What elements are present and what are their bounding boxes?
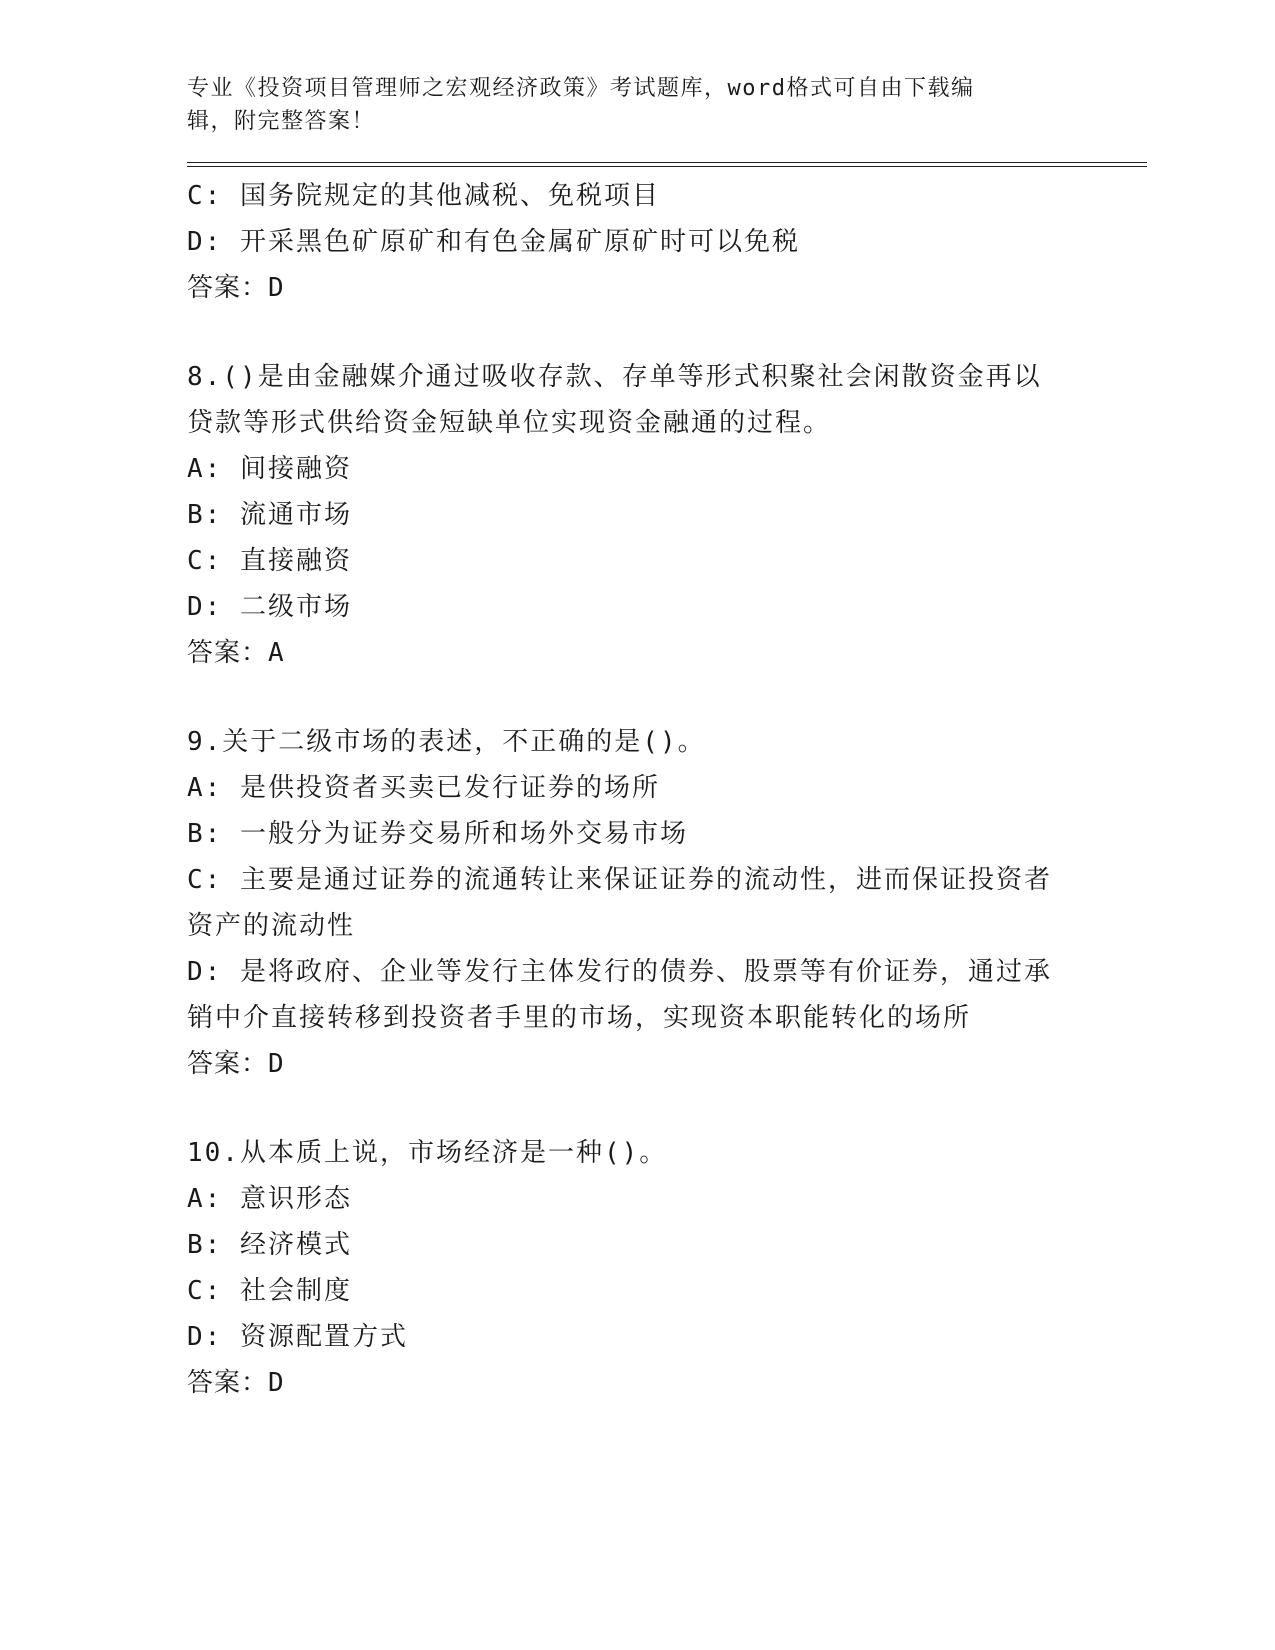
option-c: C: 国务院规定的其他减税、免税项目: [187, 181, 660, 211]
document-page: [187, 72, 1147, 1406]
option-a: A: 意识形态: [187, 1184, 352, 1214]
question-10: [187, 1130, 1147, 1406]
option-c: C: 直接融资: [187, 546, 352, 576]
question-7-continuation: [187, 173, 1147, 311]
header-divider: [187, 162, 1147, 167]
answer-label: 答案：: [187, 638, 269, 668]
question-content: [187, 173, 1147, 1406]
option-b: B: 经济模式: [187, 1230, 352, 1260]
option-c: C: 主要是通过证券的流通转让来保证证券的流动性，进而保证投资者资产的流动性: [187, 865, 1052, 941]
answer-line: [187, 630, 1147, 676]
question-9: [187, 719, 1147, 1087]
answer-line: [187, 1360, 1147, 1406]
option-a: A: 间接融资: [187, 454, 352, 484]
option-c: C: 社会制度: [187, 1276, 352, 1306]
answer-value: D: [268, 1368, 285, 1398]
option-d: D: 资源配置方式: [187, 1322, 408, 1352]
option-d: D: 开采黑色矿原矿和有色金属矿原矿时可以免税: [187, 227, 800, 257]
answer-line: [187, 265, 1147, 311]
answer-label: 答案：: [187, 1368, 269, 1398]
answer-label: 答案：: [187, 1049, 269, 1079]
question-stem: 9.关于二级市场的表述，不正确的是()。: [187, 727, 706, 757]
answer-line: [187, 1041, 1147, 1087]
option-a: A: 是供投资者买卖已发行证券的场所: [187, 773, 660, 803]
document-header: 专业《投资项目管理师之宏观经济政策》考试题库，word格式可自由下载编辑，附完整答案！: [187, 76, 975, 134]
question-stem: 10.从本质上说，市场经济是一种()。: [187, 1138, 668, 1168]
option-b: B: 流通市场: [187, 500, 352, 530]
answer-value: A: [268, 638, 285, 668]
option-d: D: 是将政府、企业等发行主体发行的债券、股票等有价证券，通过承销中介直接转移到投资者手里的市场，实现资本职能转化的场所: [187, 957, 1052, 1033]
option-d: D: 二级市场: [187, 592, 352, 622]
question-stem: 8.()是由金融媒介通过吸收存款、存单等形式积聚社会闲散资金再以贷款等形式供给资金短缺单位实现资金融通的过程。: [187, 362, 1042, 438]
answer-value: D: [268, 1049, 285, 1079]
option-b: B: 一般分为证券交易所和场外交易市场: [187, 819, 688, 849]
answer-label: 答案：: [187, 273, 269, 303]
answer-value: D: [268, 273, 285, 303]
question-8: [187, 354, 1147, 676]
